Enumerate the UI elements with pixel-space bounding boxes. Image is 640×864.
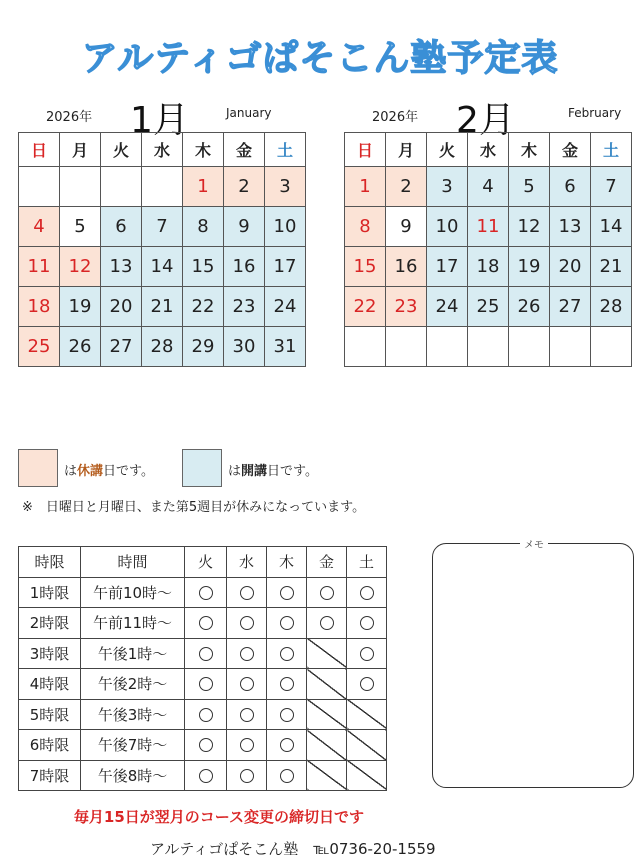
slot-available — [185, 760, 227, 791]
calendar-day: 5 — [60, 207, 101, 247]
calendar-day: 21 — [142, 287, 183, 327]
slot-unavailable — [347, 730, 387, 761]
open-legend-post: 日です。 — [267, 464, 318, 479]
schedule-time: 午後8時～ — [81, 760, 185, 791]
calendar-day — [468, 327, 509, 367]
slot-available — [267, 638, 307, 669]
deadline-notice: 毎月15日が翌月のコース変更の締切日です — [73, 808, 365, 826]
circle-icon — [240, 708, 254, 722]
memo-label: メモ — [520, 536, 548, 551]
schedule-period: 7時限 — [19, 760, 81, 791]
january-english: January — [226, 106, 272, 120]
slot-unavailable — [307, 699, 347, 730]
calendar-day: 19 — [60, 287, 101, 327]
circle-icon — [360, 647, 374, 661]
calendar-day: 18 — [19, 287, 60, 327]
schedule-time: 午後3時～ — [81, 699, 185, 730]
slot-available — [347, 608, 387, 639]
calendar-day: 28 — [591, 287, 632, 327]
calendar-day: 24 — [427, 287, 468, 327]
schedule-header: 木 — [267, 547, 307, 578]
circle-icon — [280, 647, 294, 661]
calendar-day: 1 — [183, 167, 224, 207]
schedule-period: 5時限 — [19, 699, 81, 730]
slot-available — [227, 699, 267, 730]
calendar-day: 31 — [265, 327, 306, 367]
slot-available — [267, 730, 307, 761]
page-title: アルティゴぱそこん塾予定表 — [81, 38, 559, 79]
schedule-header: 火 — [185, 547, 227, 578]
calendar-day: 6 — [550, 167, 591, 207]
slot-available — [185, 608, 227, 639]
calendar-day: 21 — [591, 247, 632, 287]
slot-unavailable — [347, 760, 387, 791]
weekday-header: 日 — [19, 133, 60, 167]
calendar-day: 28 — [142, 327, 183, 367]
circle-icon — [280, 769, 294, 783]
open-legend-pre: は — [228, 464, 242, 479]
calendar-day: 14 — [142, 247, 183, 287]
schedule-period: 1時限 — [19, 577, 81, 608]
circle-icon — [280, 738, 294, 752]
calendar-day — [550, 327, 591, 367]
circle-icon — [199, 708, 213, 722]
calendar-day: 20 — [550, 247, 591, 287]
slot-unavailable — [307, 669, 347, 700]
calendar-day: 25 — [19, 327, 60, 367]
calendar-day: 27 — [550, 287, 591, 327]
calendar-day: 26 — [60, 327, 101, 367]
schedule-header: 水 — [227, 547, 267, 578]
circle-icon — [240, 738, 254, 752]
weekday-header: 月 — [60, 133, 101, 167]
closed-legend-post: 日です。 — [103, 464, 154, 479]
calendar-day: 29 — [183, 327, 224, 367]
slot-available — [185, 638, 227, 669]
calendar-day — [427, 327, 468, 367]
slot-available — [185, 669, 227, 700]
calendar-day: 24 — [265, 287, 306, 327]
slot-available — [227, 730, 267, 761]
calendar-day: 9 — [386, 207, 427, 247]
calendar-day: 22 — [345, 287, 386, 327]
weekday-header: 水 — [142, 133, 183, 167]
slot-available — [347, 638, 387, 669]
schedule-time: 午後2時～ — [81, 669, 185, 700]
calendar-day: 25 — [468, 287, 509, 327]
weekday-header: 土 — [591, 133, 632, 167]
schedule-header: 時間 — [81, 547, 185, 578]
calendar-day: 9 — [224, 207, 265, 247]
calendar-day: 5 — [509, 167, 550, 207]
calendar-day: 7 — [142, 207, 183, 247]
weekday-header: 土 — [265, 133, 306, 167]
calendar-day: 4 — [468, 167, 509, 207]
class-schedule-table — [18, 546, 387, 791]
february-year: 2026年 — [372, 110, 419, 125]
circle-icon — [240, 769, 254, 783]
slot-available — [227, 577, 267, 608]
circle-icon — [280, 616, 294, 630]
calendar-day: 10 — [427, 207, 468, 247]
circle-icon — [199, 647, 213, 661]
calendar-day: 13 — [550, 207, 591, 247]
weekday-header: 水 — [468, 133, 509, 167]
circle-icon — [199, 769, 213, 783]
weekday-header: 木 — [183, 133, 224, 167]
circle-icon — [320, 616, 334, 630]
slot-available — [347, 669, 387, 700]
schedule-header: 時限 — [19, 547, 81, 578]
circle-icon — [240, 647, 254, 661]
calendar-day: 6 — [101, 207, 142, 247]
schedule-time: 午前10時～ — [81, 577, 185, 608]
calendar-day — [591, 327, 632, 367]
circle-icon — [320, 586, 334, 600]
calendar-day: 22 — [183, 287, 224, 327]
circle-icon — [199, 586, 213, 600]
calendar-day: 1 — [345, 167, 386, 207]
calendar-day: 4 — [19, 207, 60, 247]
slot-available — [347, 577, 387, 608]
circle-icon — [199, 616, 213, 630]
calendar-day: 2 — [224, 167, 265, 207]
calendar-day — [142, 167, 183, 207]
closed-legend-text — [64, 460, 154, 479]
slot-unavailable — [307, 760, 347, 791]
circle-icon — [240, 616, 254, 630]
february-calendar — [344, 132, 632, 367]
calendar-day: 11 — [19, 247, 60, 287]
calendar-day: 26 — [509, 287, 550, 327]
schedule-header: 金 — [307, 547, 347, 578]
circle-icon — [240, 677, 254, 691]
calendar-day: 11 — [468, 207, 509, 247]
calendar-day: 18 — [468, 247, 509, 287]
january-header — [46, 92, 296, 141]
circle-icon — [360, 586, 374, 600]
calendar-day: 7 — [591, 167, 632, 207]
january-year: 2026年 — [46, 110, 93, 125]
calendar-day: 12 — [60, 247, 101, 287]
schedule-period: 3時限 — [19, 638, 81, 669]
calendar-day: 17 — [265, 247, 306, 287]
calendar-day — [345, 327, 386, 367]
slot-available — [185, 699, 227, 730]
calendar-day — [386, 327, 427, 367]
weekday-header: 金 — [550, 133, 591, 167]
closed-legend-pre: は — [64, 464, 78, 479]
weekday-header: 月 — [386, 133, 427, 167]
calendar-day: 23 — [386, 287, 427, 327]
circle-icon — [280, 708, 294, 722]
calendar-day: 3 — [265, 167, 306, 207]
schedule-time: 午後1時～ — [81, 638, 185, 669]
calendar-day: 16 — [386, 247, 427, 287]
slot-available — [307, 577, 347, 608]
weekday-header: 日 — [345, 133, 386, 167]
schedule-period: 4時限 — [19, 669, 81, 700]
january-month: 1月 — [130, 100, 189, 141]
open-legend-swatch — [182, 449, 222, 487]
circle-icon — [199, 738, 213, 752]
slot-available — [267, 608, 307, 639]
weekday-header: 火 — [427, 133, 468, 167]
slot-available — [267, 669, 307, 700]
calendar-day: 20 — [101, 287, 142, 327]
february-header — [372, 92, 624, 141]
weekday-header: 火 — [101, 133, 142, 167]
calendar-day: 12 — [509, 207, 550, 247]
slot-unavailable — [347, 699, 387, 730]
slot-available — [307, 608, 347, 639]
circle-icon — [360, 616, 374, 630]
january-calendar — [18, 132, 306, 367]
circle-icon — [199, 677, 213, 691]
schedule-period: 2時限 — [19, 608, 81, 639]
slot-available — [267, 699, 307, 730]
calendar-day: 14 — [591, 207, 632, 247]
calendar-day: 27 — [101, 327, 142, 367]
february-month: 2月 — [456, 100, 515, 141]
schedule-time: 午後7時～ — [81, 730, 185, 761]
calendar-day: 15 — [345, 247, 386, 287]
slot-available — [227, 669, 267, 700]
calendar-day: 3 — [427, 167, 468, 207]
closed-legend-swatch — [18, 449, 58, 487]
holiday-note: ※ 日曜日と月曜日、また第5週目が休みになっています。 — [22, 500, 366, 515]
open-legend-bold: 開講 — [241, 464, 268, 479]
slot-available — [267, 760, 307, 791]
closed-legend-bold: 休講 — [77, 464, 104, 479]
calendar-day: 23 — [224, 287, 265, 327]
calendar-day: 10 — [265, 207, 306, 247]
calendar-day: 16 — [224, 247, 265, 287]
open-legend-text — [228, 460, 318, 479]
circle-icon — [280, 586, 294, 600]
weekday-header: 金 — [224, 133, 265, 167]
calendar-day — [101, 167, 142, 207]
slot-unavailable — [307, 638, 347, 669]
circle-icon — [280, 677, 294, 691]
calendar-day: 30 — [224, 327, 265, 367]
schedule-header: 土 — [347, 547, 387, 578]
calendar-day — [60, 167, 101, 207]
slot-available — [267, 577, 307, 608]
calendar-day: 19 — [509, 247, 550, 287]
weekday-header: 木 — [509, 133, 550, 167]
calendar-day — [19, 167, 60, 207]
calendar-day: 8 — [183, 207, 224, 247]
footer-contact: アルティゴぱそこん塾 ℡0736-20-1559 — [150, 840, 436, 858]
slot-available — [185, 577, 227, 608]
calendar-day: 2 — [386, 167, 427, 207]
schedule-time: 午前11時～ — [81, 608, 185, 639]
calendar-day — [509, 327, 550, 367]
slot-unavailable — [307, 730, 347, 761]
calendar-day: 8 — [345, 207, 386, 247]
slot-available — [185, 730, 227, 761]
slot-available — [227, 638, 267, 669]
circle-icon — [240, 586, 254, 600]
memo-box — [432, 543, 634, 788]
february-english: February — [568, 106, 622, 120]
calendar-day: 17 — [427, 247, 468, 287]
calendar-day: 15 — [183, 247, 224, 287]
slot-available — [227, 608, 267, 639]
schedule-period: 6時限 — [19, 730, 81, 761]
calendar-day: 13 — [101, 247, 142, 287]
slot-available — [227, 760, 267, 791]
circle-icon — [360, 677, 374, 691]
